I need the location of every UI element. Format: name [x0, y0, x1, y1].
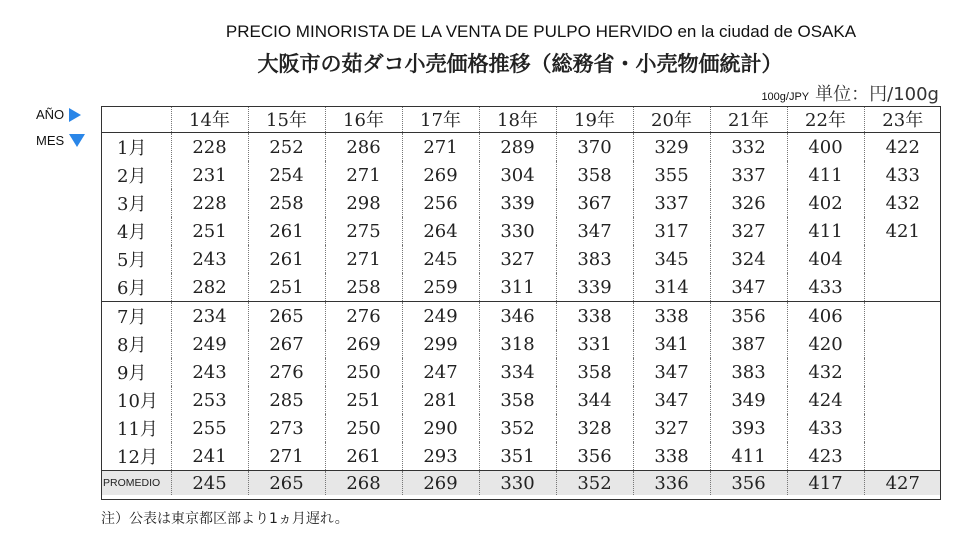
price-cell: 298 [325, 189, 402, 217]
unit-big-label: 単位：円/100g [815, 84, 939, 105]
price-cell: 251 [171, 217, 248, 245]
unit-label [761, 80, 939, 106]
price-cell: 251 [325, 386, 402, 414]
price-cell: 251 [248, 273, 325, 302]
month-label: 2月 [117, 166, 147, 187]
price-cell: 253 [171, 386, 248, 414]
average-row [101, 471, 941, 496]
unit-small-label: 100g/JPY [761, 91, 810, 103]
header-corner [101, 106, 171, 133]
price-cell: 411 [787, 217, 864, 245]
price-cell: 250 [325, 414, 402, 442]
price-cell: 411 [787, 161, 864, 189]
price-cell [864, 245, 941, 273]
table-row [101, 217, 941, 245]
table-row [101, 442, 941, 471]
price-cell: 265 [248, 302, 325, 331]
price-cell: 273 [248, 414, 325, 442]
year-header: 16年 [325, 106, 402, 133]
price-cell: 352 [479, 414, 556, 442]
price-cell: 358 [556, 358, 633, 386]
price-cell: 243 [171, 245, 248, 273]
year-header: 22年 [787, 106, 864, 133]
price-cell: 355 [633, 161, 710, 189]
price-cell: 387 [710, 330, 787, 358]
price-cell: 252 [248, 133, 325, 162]
average-cell: 268 [325, 471, 402, 496]
price-cell: 393 [710, 414, 787, 442]
month-label: 1月 [117, 138, 147, 159]
price-cell [864, 358, 941, 386]
average-label: PROMEDIO [101, 471, 171, 496]
average-cell: 427 [864, 471, 941, 496]
price-cell: 269 [325, 330, 402, 358]
price-cell: 347 [633, 386, 710, 414]
year-header: 19年 [556, 106, 633, 133]
price-cell: 420 [787, 330, 864, 358]
price-cell: 338 [633, 442, 710, 471]
price-cell: 341 [633, 330, 710, 358]
year-header: 18年 [479, 106, 556, 133]
price-cell: 332 [710, 133, 787, 162]
price-cell: 404 [787, 245, 864, 273]
table-row [101, 358, 941, 386]
table-row [101, 133, 941, 162]
price-cell: 433 [787, 273, 864, 302]
price-cell [864, 414, 941, 442]
price-cell: 421 [864, 217, 941, 245]
month-axis-text: MES [36, 133, 65, 148]
price-cell: 249 [171, 330, 248, 358]
month-label: 9月 [117, 363, 147, 384]
table-row [101, 330, 941, 358]
price-cell: 383 [710, 358, 787, 386]
price-cell: 327 [710, 217, 787, 245]
month-label: 5月 [117, 250, 147, 271]
price-cell: 271 [248, 442, 325, 471]
price-cell: 276 [248, 358, 325, 386]
year-header: 21年 [710, 106, 787, 133]
price-cell: 271 [325, 161, 402, 189]
price-cell: 347 [710, 273, 787, 302]
price-cell: 356 [710, 302, 787, 331]
price-cell: 345 [633, 245, 710, 273]
table-row [101, 245, 941, 273]
month-label: 8月 [117, 335, 147, 356]
price-cell: 406 [787, 302, 864, 331]
price-cell: 234 [171, 302, 248, 331]
price-cell: 358 [556, 161, 633, 189]
price-cell: 327 [479, 245, 556, 273]
price-cell: 423 [787, 442, 864, 471]
price-cell: 231 [171, 161, 248, 189]
footnote: 注）公表は東京都区部より1ヵ月遅れ。 [101, 511, 349, 527]
month-label: 11月 [117, 419, 158, 440]
price-cell: 351 [479, 442, 556, 471]
price-cell: 259 [402, 273, 479, 302]
price-cell: 304 [479, 161, 556, 189]
average-cell: 356 [710, 471, 787, 496]
price-cell: 282 [171, 273, 248, 302]
price-cell: 228 [171, 189, 248, 217]
triangle-down-icon [69, 134, 85, 147]
price-cell: 422 [864, 133, 941, 162]
average-cell: 245 [171, 471, 248, 496]
price-cell: 327 [633, 414, 710, 442]
price-cell: 290 [402, 414, 479, 442]
price-cell: 317 [633, 217, 710, 245]
year-axis-text: AÑO [36, 107, 65, 122]
price-cell: 328 [556, 414, 633, 442]
price-cell: 331 [556, 330, 633, 358]
price-cell: 367 [556, 189, 633, 217]
price-cell: 286 [325, 133, 402, 162]
price-cell: 293 [402, 442, 479, 471]
price-cell [864, 302, 941, 331]
price-cell: 245 [402, 245, 479, 273]
price-cell: 276 [325, 302, 402, 331]
year-header-row [101, 106, 941, 133]
price-cell: 383 [556, 245, 633, 273]
month-label: 3月 [117, 194, 147, 215]
year-header: 20年 [633, 106, 710, 133]
price-cell: 275 [325, 217, 402, 245]
price-cell: 433 [787, 414, 864, 442]
average-cell: 265 [248, 471, 325, 496]
year-header: 23年 [864, 106, 941, 133]
price-cell: 358 [479, 386, 556, 414]
price-cell: 432 [864, 189, 941, 217]
price-cell [864, 273, 941, 302]
table-row [101, 273, 941, 302]
month-label: 6月 [117, 278, 147, 299]
table-row [101, 414, 941, 442]
average-cell: 417 [787, 471, 864, 496]
price-cell: 400 [787, 133, 864, 162]
average-cell: 336 [633, 471, 710, 496]
price-cell: 318 [479, 330, 556, 358]
price-cell: 249 [402, 302, 479, 331]
price-cell: 254 [248, 161, 325, 189]
price-cell: 433 [864, 161, 941, 189]
year-header: 15年 [248, 106, 325, 133]
price-cell: 329 [633, 133, 710, 162]
price-cell: 228 [171, 133, 248, 162]
price-cell: 250 [325, 358, 402, 386]
table-row [101, 386, 941, 414]
table-row [101, 189, 941, 217]
price-cell: 356 [556, 442, 633, 471]
price-cell: 255 [171, 414, 248, 442]
price-cell: 264 [402, 217, 479, 245]
price-cell: 324 [710, 245, 787, 273]
price-cell: 338 [633, 302, 710, 331]
average-cell: 352 [556, 471, 633, 496]
month-axis-label [36, 133, 85, 148]
price-table [101, 106, 941, 495]
price-cell: 338 [556, 302, 633, 331]
price-cell: 299 [402, 330, 479, 358]
year-header: 14年 [171, 106, 248, 133]
price-cell: 344 [556, 386, 633, 414]
price-cell: 347 [633, 358, 710, 386]
month-label: 4月 [117, 222, 147, 243]
price-cell: 326 [710, 189, 787, 217]
price-cell: 337 [710, 161, 787, 189]
price-cell: 432 [787, 358, 864, 386]
price-cell: 334 [479, 358, 556, 386]
price-cell: 370 [556, 133, 633, 162]
price-cell: 311 [479, 273, 556, 302]
price-cell: 258 [325, 273, 402, 302]
price-cell: 402 [787, 189, 864, 217]
price-cell: 256 [402, 189, 479, 217]
price-cell [864, 386, 941, 414]
average-cell: 330 [479, 471, 556, 496]
table-row [101, 302, 941, 331]
price-cell: 289 [479, 133, 556, 162]
price-cell [864, 442, 941, 471]
price-cell: 258 [248, 189, 325, 217]
price-cell: 241 [171, 442, 248, 471]
price-cell: 271 [402, 133, 479, 162]
average-cell: 269 [402, 471, 479, 496]
month-label: 10月 [117, 391, 158, 412]
triangle-right-icon [69, 108, 81, 122]
price-cell: 424 [787, 386, 864, 414]
price-cell: 339 [556, 273, 633, 302]
month-label: 12月 [117, 447, 158, 468]
price-cell: 339 [479, 189, 556, 217]
price-cell: 261 [248, 217, 325, 245]
price-cell: 261 [248, 245, 325, 273]
price-cell: 347 [556, 217, 633, 245]
month-label: 7月 [101, 302, 171, 331]
price-cell: 330 [479, 217, 556, 245]
price-cell: 314 [633, 273, 710, 302]
price-cell: 285 [248, 386, 325, 414]
price-cell: 346 [479, 302, 556, 331]
price-cell: 271 [325, 245, 402, 273]
price-cell [864, 330, 941, 358]
price-cell: 267 [248, 330, 325, 358]
year-axis-label [36, 107, 81, 122]
price-cell: 349 [710, 386, 787, 414]
price-cell: 247 [402, 358, 479, 386]
price-cell: 411 [710, 442, 787, 471]
price-cell: 243 [171, 358, 248, 386]
price-cell: 337 [633, 189, 710, 217]
year-header: 17年 [402, 106, 479, 133]
table-row [101, 161, 941, 189]
price-cell: 261 [325, 442, 402, 471]
title-spanish: PRECIO MINORISTA DE LA VENTA DE PULPO HERVIDO en la ciudad de OSAKA [225, 22, 857, 41]
price-cell: 269 [402, 161, 479, 189]
title-japanese: 大阪市の茹ダコ小売価格推移（総務省・小売物価統計） [257, 52, 783, 76]
price-cell: 281 [402, 386, 479, 414]
